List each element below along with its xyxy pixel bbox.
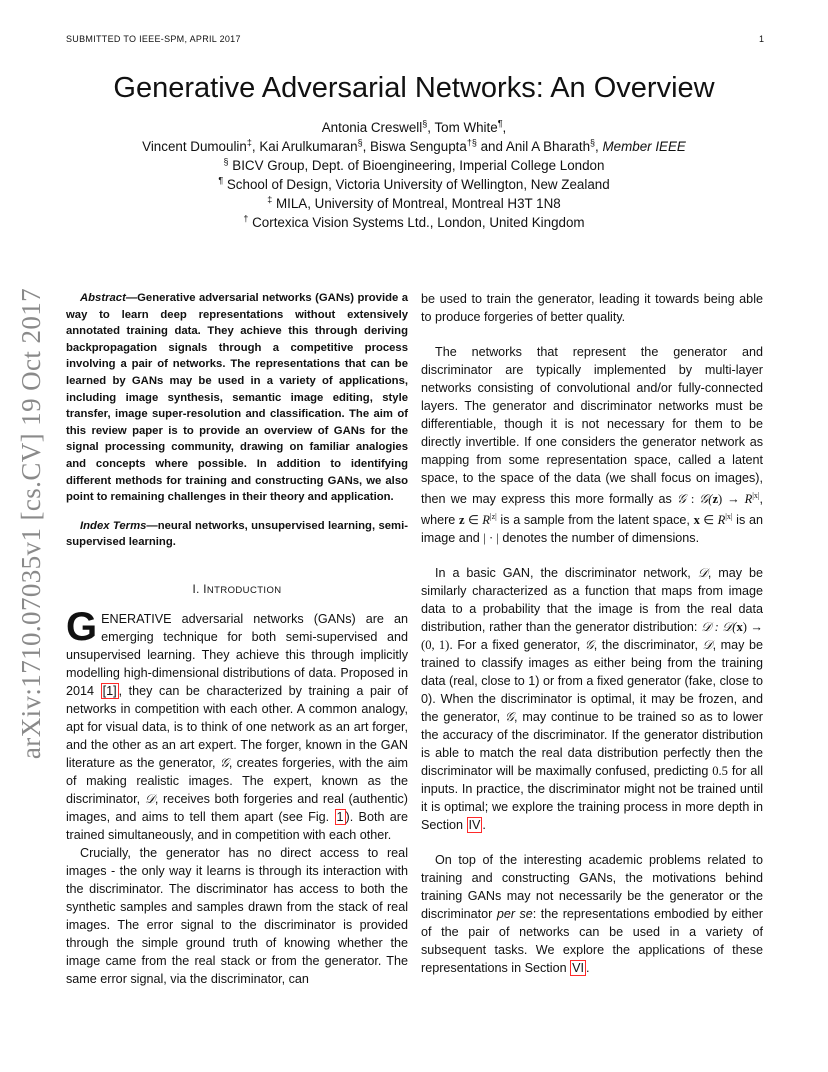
author-name: Kai Arulkumaran	[259, 139, 358, 154]
left-column	[66, 290, 408, 988]
affil-mark: ‡	[246, 137, 252, 148]
text: ). Both are trained simultaneously, and in competition with each other.	[66, 809, 408, 842]
math: →	[722, 492, 745, 507]
section-title-initial: I	[203, 583, 207, 596]
math: ) → (0, 1)	[421, 620, 763, 653]
right-paragraph-4	[421, 851, 763, 977]
math: R	[482, 513, 490, 528]
affil-mark: §	[357, 137, 363, 148]
text: for all inputs. In practice, the discriminator might not be trained until it is optimal; we explore the training process in more depth in Section	[421, 764, 763, 833]
arxiv-identifier: arXiv:1710.07035v1 [cs.CV] 19 Oct 2017	[16, 287, 47, 759]
text: . For a fixed generator,	[449, 638, 585, 653]
abstract	[66, 290, 408, 506]
text: : the representations embodied by either of the pair of networks can be used in a variety of subsequent tasks. We explore the applications of these representations in Section	[421, 907, 763, 976]
index-terms-text: neural networks, unsupervised learning, semi-supervised learning.	[66, 519, 408, 549]
author-block	[0, 118, 828, 232]
affil-mark: §	[223, 156, 229, 167]
arxiv-sidebar	[6, 288, 58, 758]
text: On top of the interesting academic problems related to training and constructing GANs, the motivations behind training GANs may not necessarily be the generator or the discriminator	[421, 853, 763, 922]
affil-mark: §	[590, 137, 596, 148]
affiliation	[0, 213, 828, 232]
index-terms	[66, 518, 408, 551]
math: 𝒟 : 𝒟(	[701, 620, 737, 635]
affiliation	[0, 156, 828, 175]
text: , they can be characterized by training a pair of networks in competition with each other. A common analogy, apt for visual data, is to think of one network as an art forger, and the other as an art expert. The forger, known in the GAN literature as the generator,	[66, 683, 409, 770]
page-number: 1	[758, 34, 764, 44]
text: .	[482, 818, 486, 833]
section-heading-introduction	[66, 581, 408, 600]
text: is an image and	[421, 513, 763, 546]
math: 𝒟	[697, 566, 708, 581]
text: The networks that represent the generator and discriminator are typically implemented by multi-layer networks consisting of convolutional and/or fully-connected layers. The generator and discriminator networks must be differentiable, though it is not necessary for them to be directly invertible. If one considers the generator network as mapping from some representation space, called a latent space, to the space of the data (we shall focus on images), then we may express this more formally as	[421, 345, 763, 507]
running-head: SUBMITTED TO IEEE-SPM, APRIL 2017	[66, 34, 241, 44]
math: R	[717, 513, 726, 528]
separator: and	[476, 139, 506, 154]
affiliation-text: BICV Group, Dept. of Bioengineering, Imperial College London	[228, 158, 605, 173]
section-title-rest: NTRODUCTION	[206, 584, 282, 596]
affiliation-text: School of Design, Victoria University of Wellington, New Zealand	[223, 177, 610, 192]
intro-paragraph-2: Crucially, the generator has no direct access to real images - the only way it learns is through its interaction with the discriminator. The discriminator has access to both the synthetic samples and samples drawn from the stack of real images. The error signal to the discriminator is provided through the simple ground truth of knowing whether the image came from the real stack or from the generator. The same error signal, via the discriminator, can	[66, 845, 408, 986]
right-column	[421, 290, 763, 977]
affiliation	[0, 194, 828, 213]
affiliation-text: MILA, University of Montreal, Montreal H3T 1N8	[272, 196, 561, 211]
emphasis: per se	[496, 907, 533, 922]
section-number: I.	[192, 583, 204, 596]
separator: ,	[251, 139, 260, 154]
author-name: Biswa Sengupta	[370, 139, 467, 154]
math: z	[712, 492, 719, 507]
math: |x|	[752, 491, 760, 500]
math-generator: 𝒢	[219, 755, 229, 770]
paper-title: Generative Adversarial Networks: An Overview	[113, 72, 715, 104]
text: is a sample from the latent space,	[496, 513, 694, 528]
drop-cap: G	[66, 604, 98, 649]
text: , may be trained to classify images as either being from the training data (real, close to 1) or from a fixed generator (fake, close to 0). When the discriminator is optimal, it may be frozen, and the generator,	[421, 638, 763, 725]
separator: ,	[362, 139, 371, 154]
affil-mark: †	[243, 213, 249, 224]
text: , receives both forgeries and real (authentic) images, and aims to tell them apart (see Fig.	[66, 791, 408, 824]
figure-link[interactable]: 1	[336, 809, 344, 824]
math: 𝒢(	[699, 492, 713, 507]
math: R	[744, 492, 753, 507]
affil-mark: ‡	[267, 194, 273, 205]
math: 𝒢	[584, 638, 594, 653]
separator: ,	[502, 120, 507, 135]
text: , may be similarly characterized as a function that maps from image data to a probability that the image is from the real data distribution, rather than the generator distribution:	[421, 566, 763, 635]
abstract-text: Generative adversarial networks (GANs) provide a way to learn deep representations without extensively annotated training data. They achieve this through deriving backpropagation signals through a competitive process involving a pair of networks. The representations that can be learned by GANs may be used in a variety of applications, including image synthesis, semantic image editing, style transfer, image super-resolution and classification. The aim of this review paper is to provide an overview of GANs for the signal processing community, drawing on familiar analogies and concepts where possible. In addition to identifying different methods for training and constructing GANs, we also point to remaining challenges in their theory and application.	[66, 292, 408, 504]
abstract-dash: —	[125, 292, 138, 304]
text: .	[586, 961, 590, 976]
math: z	[459, 513, 465, 528]
right-paragraph-3	[421, 564, 763, 834]
text: , creates forgeries, with the aim of making realistic images. The expert, known as the discriminator,	[66, 755, 408, 806]
author-name: Antonia Creswell	[321, 120, 423, 135]
math: ∈	[699, 513, 718, 528]
author-line-1	[0, 118, 828, 137]
text: denotes the number of dimensions.	[498, 531, 700, 546]
math-discriminator: 𝒟	[144, 791, 155, 806]
text: In a basic GAN, the discriminator network,	[435, 566, 698, 581]
index-terms-dash: —	[146, 519, 158, 532]
math: ∈	[464, 513, 483, 528]
affiliation	[0, 175, 828, 194]
section-link[interactable]: IV	[468, 818, 481, 833]
intro-paragraph-1	[66, 604, 409, 844]
text: , may continue to be trained so as to lower the accuracy of the discriminator. If the generator distribution is able to match the real data distribution perfectly then the discriminator will be maximally confused, predicting	[421, 710, 763, 779]
section-link[interactable]: VI	[572, 961, 585, 976]
math: |z|	[489, 512, 497, 522]
right-paragraph-1: be used to train the generator, leading it towards being able to produce forgeries of better quality.	[421, 292, 763, 324]
author-line-2	[0, 137, 828, 156]
math: x	[736, 620, 743, 635]
affil-mark: ¶	[218, 175, 224, 186]
affil-mark: †§	[466, 137, 477, 148]
citation-link[interactable]: [1]	[102, 683, 117, 698]
index-terms-label: Index Terms	[80, 519, 147, 532]
separator: ,	[595, 139, 603, 154]
author-name: Tom White	[434, 120, 498, 135]
math: | · |	[483, 531, 499, 546]
abstract-label: Abstract	[80, 292, 126, 304]
math: 0.5	[712, 764, 728, 779]
text: , the discriminator,	[593, 638, 703, 653]
right-paragraph-2	[421, 343, 763, 547]
member-ieee: Member IEEE	[602, 139, 686, 154]
affil-mark: §	[422, 118, 428, 129]
author-name: Anil A Bharath	[505, 139, 591, 154]
text: , where	[421, 492, 763, 528]
math: x	[693, 513, 700, 528]
math: 𝒟	[702, 638, 713, 653]
math: :	[686, 492, 700, 507]
math: 𝒢	[504, 710, 514, 725]
affil-mark: ¶	[497, 118, 503, 129]
separator: ,	[427, 120, 435, 135]
math: |x|	[725, 512, 733, 522]
math: )	[718, 492, 723, 507]
text: ENERATIVE adversarial networks (GANs) are an emerging technique for both semi-supervised and unsupervised learning. They achieve this through implicitly modelling high-dimensional distributions of data. Proposed in 2014	[66, 611, 408, 698]
author-name: Vincent Dumoulin	[142, 139, 247, 154]
math: 𝒢	[677, 492, 686, 507]
affiliation-text: Cortexica Vision Systems Ltd., London, United Kingdom	[248, 215, 585, 230]
